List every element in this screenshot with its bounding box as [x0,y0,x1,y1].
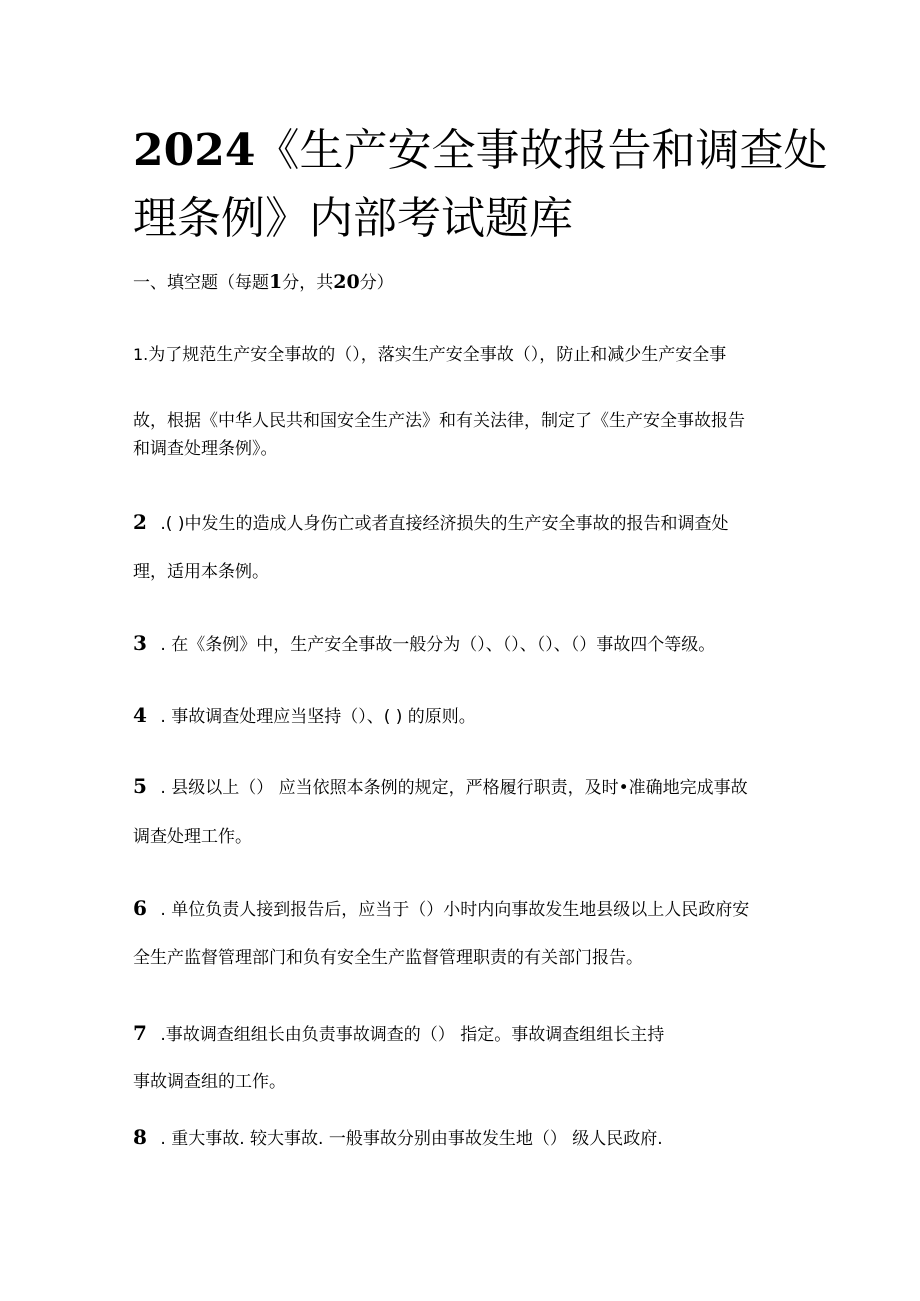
question-1-line-2: 故，根据《中华人民共和国安全生产法》和有关法律，制定了《生产安全事故报告 [133,411,745,431]
question-4-text-1: . 事故调查处理应当坚持（）、( ) 的原则。 [155,707,476,727]
question-8-number: 8 [133,1125,147,1149]
question-1-number: 1. [133,345,149,364]
question-7-number: 7 [133,1021,147,1045]
question-8-line-1 [133,1122,663,1154]
question-2-line-1 [133,507,728,539]
question-2-number: 2 [133,510,147,534]
question-7-line-2: 事故调查组的工作。 [133,1072,286,1092]
question-5-number: 5 [133,774,147,798]
question-1-line-3: 和调查处理条例》。 [133,439,278,459]
question-6-line-1 [133,893,749,925]
question-5-line-2: 调查处理工作。 [133,827,252,847]
question-6-number: 6 [133,896,147,920]
page-title-line-2: 理条例》内部考试题库 [133,193,573,244]
section-points: 1 [269,271,283,293]
question-3-line-1 [133,628,715,660]
question-4-line-1 [133,700,476,732]
section-mid: 分，共 [282,273,334,293]
question-6-text-1: . 单位负责人接到报告后，应当于（）小时内向事故发生地县级以上人民政府安 [155,900,750,920]
question-5-line-1 [133,771,748,803]
title-year: 2024 [133,125,256,176]
section-prefix: 一、填空题（每题 [133,273,269,293]
question-3-number: 3 [133,631,147,655]
question-5-text-1: . 县级以上（） 应当依照本条例的规定，严格履行职责，及时•准确地完成事故 [155,778,748,798]
question-7-text-1: .事故调查组组长由负责事故调查的（） 指定。事故调查组组长主持 [155,1025,665,1045]
question-1-text-1: 为了规范生产安全事故的（），落实生产安全事故（），防止和减少生产安全事 [148,345,727,365]
question-2-text-1: .( )中发生的造成人身伤亡或者直接经济损失的生产安全事故的报告和调查处 [155,514,729,534]
section-suffix: 分） [359,273,394,293]
page-title-line-1 [133,122,828,180]
section-total: 20 [333,271,360,293]
question-3-text-1: . 在《条例》中，生产安全事故一般分为（）、（）、（）、（）事故四个等级。 [155,635,716,655]
title-line-1-text: 《生产安全事故报告和调查处 [255,125,828,176]
section-heading [133,268,394,297]
question-4-number: 4 [133,703,147,727]
question-7-line-1 [133,1018,664,1050]
question-1-line-1 [133,340,726,370]
question-6-line-2: 全生产监督管理部门和负有安全生产监督管理职责的有关部门报告。 [133,948,643,968]
question-8-text-1: . 重大事故. 较大事故. 一般事故分别由事故发生地（） 级人民政府. [155,1129,663,1149]
question-2-line-2: 理，适用本条例。 [133,562,269,582]
